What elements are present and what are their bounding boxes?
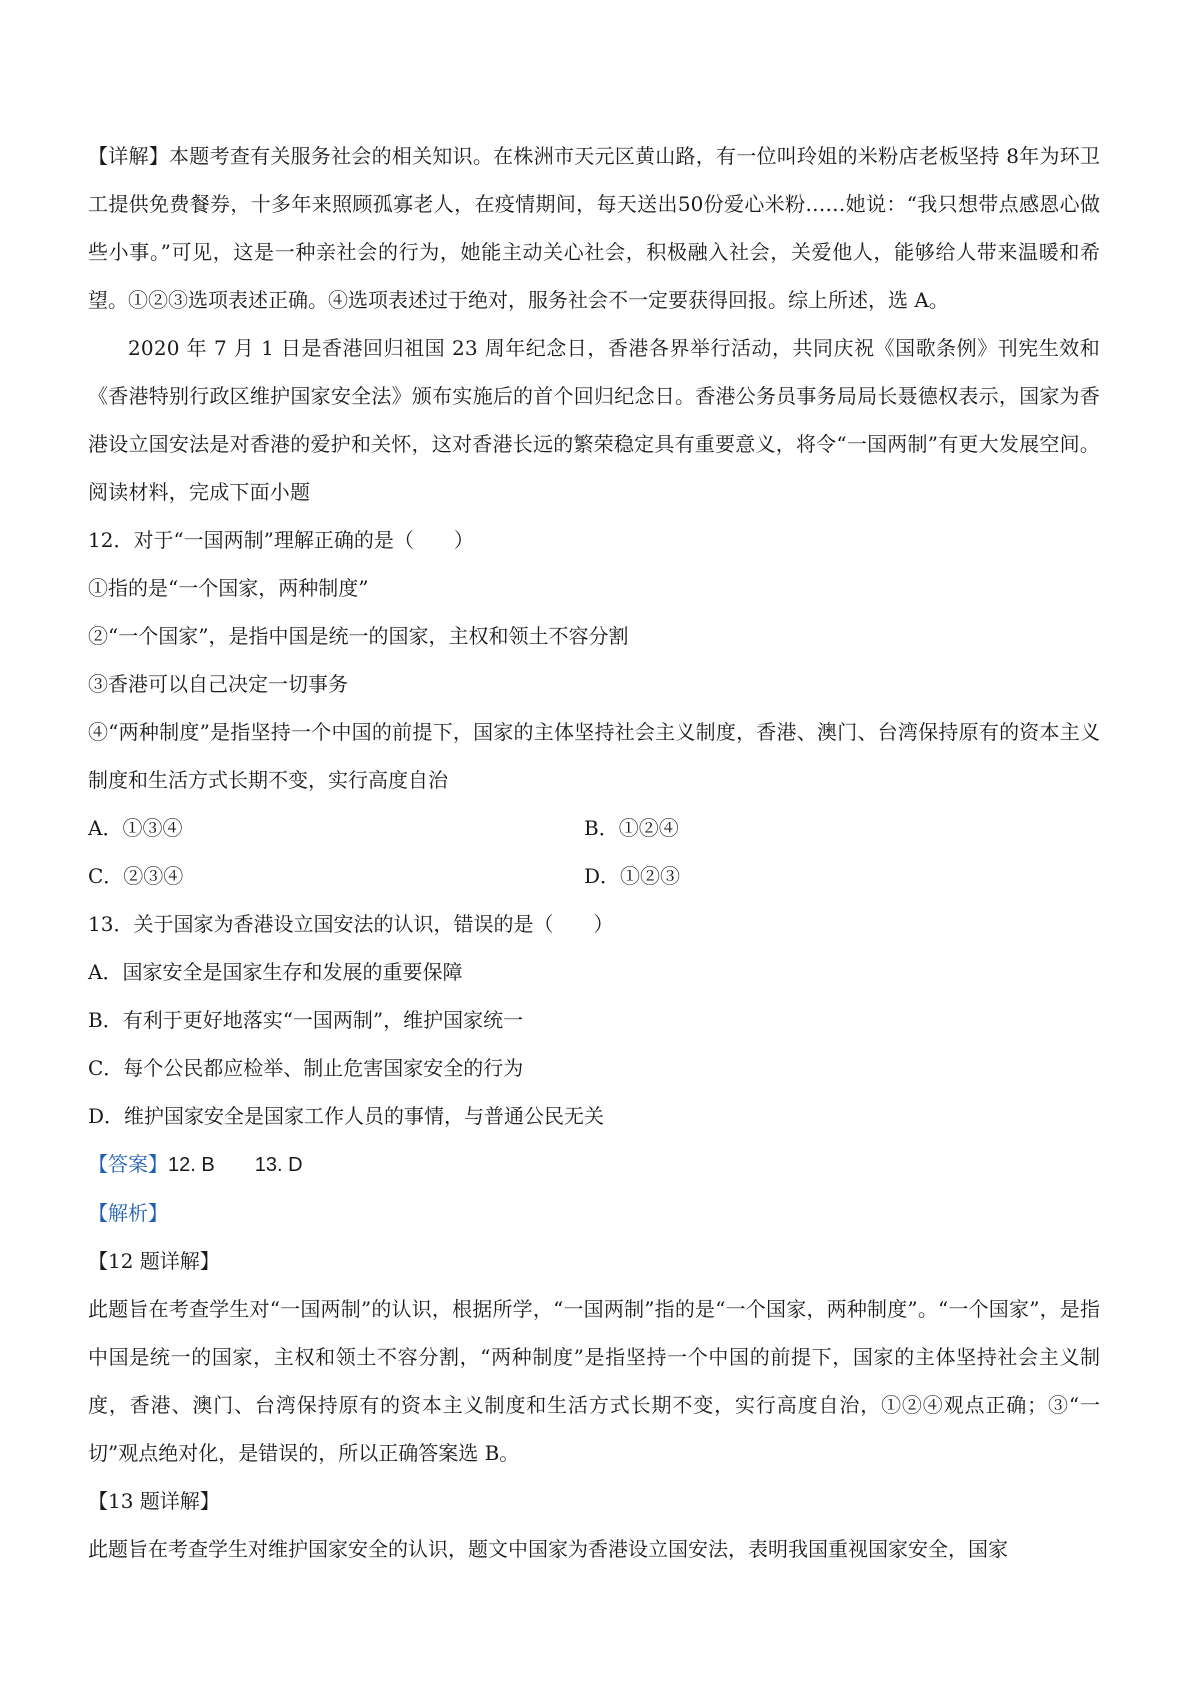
reading-material: 2020 年 7 月 1 日是香港回归祖国 23 周年纪念日，香港各界举行活动，共同庆祝《国歌条例》刊宪生效和《香港特别行政区维护国家安全法》颁布实施后的首个回归纪念日。香港公务员事务局局长聂德权表示，国家为香港设立国安法是对香港的爱护和关怀，这对香港长远的繁荣稳定具有重要意义，将令“一国两制”有更大发展空间。阅读材料，完成下面小题 [88, 336, 1100, 504]
q12-item-4: ④“两种制度”是指坚持一个中国的前提下，国家的主体坚持社会主义制度，香港、澳门、台湾保持原有的资本主义制度和生活方式长期不变，实行高度自治 [88, 720, 1100, 792]
q12-options-row-2 [88, 852, 1100, 900]
answer-label: 【答案】 [88, 1152, 168, 1176]
q13-stem: 13．关于国家为香港设立国安法的认识，错误的是（ ） [88, 912, 614, 936]
q12-option-b: B．①②④ [584, 816, 679, 840]
detail-text: 本题考查有关服务社会的相关知识。在株洲市天元区黄山路，有一位叫玲姐的米粉店老板坚持 8年为环卫工提供免费餐券，十多年来照顾孤寡老人，在疫情期间，每天送出50份爱心米粉……她说：“我只想带点感恩心做些小事。”可见，这是一种亲社会的行为，她能主动关心社会，积极融入社会，关爱他人，能够给人带来温暖和希望。①②③选项表述正确。④选项表述过于绝对，服务社会不一定要获得回报。综上所述，选 A。 [88, 144, 1101, 312]
q12-item-2: ②“一个国家”，是指中国是统一的国家，主权和领土不容分割 [88, 624, 629, 648]
answer-13: 13. D [254, 1154, 303, 1176]
q13-option-c: C．每个公民都应检举、制止危害国家安全的行为 [88, 1056, 524, 1080]
q13-option-a: A．国家安全是国家生存和发展的重要保障 [88, 960, 463, 984]
q12-item-1: ①指的是“一个国家，两种制度” [88, 576, 369, 600]
detail13-label: 【13 题详解】 [88, 1489, 220, 1513]
detail12-label: 【12 题详解】 [88, 1249, 220, 1273]
analysis-label: 【解析】 [88, 1201, 168, 1225]
answer-12: 12. B [168, 1154, 215, 1176]
q12-stem: 12．对于“一国两制”理解正确的是（ ） [88, 528, 474, 552]
q12-item-3: ③香港可以自己决定一切事务 [88, 672, 348, 696]
prev-question-detail [88, 132, 1100, 324]
q12-option-a: A．①③④ [88, 816, 183, 840]
document-page [88, 132, 1100, 1573]
detail13-text: 此题旨在考查学生对维护国家安全的认识，题文中国家为香港设立国安法，表明我国重视国家安全，国家 [88, 1537, 1008, 1561]
detail-label: 【详解】 [88, 144, 170, 168]
q13-option-d: D．维护国家安全是国家工作人员的事情，与普通公民无关 [88, 1104, 605, 1128]
detail12-text: 此题旨在考查学生对“一国两制”的认识，根据所学，“一国两制”指的是“一个国家，两种制度”。“一个国家”，是指中国是统一的国家，主权和领土不容分割，“两种制度”是指坚持一个中国的前提下，国家的主体坚持社会主义制度，香港、澳门、台湾保持原有的资本主义制度和生活方式长期不变，实行高度自治，①②④观点正确；③“一切”观点绝对化，是错误的，所以正确答案选 B。 [88, 1297, 1100, 1465]
q12-option-d: D．①②③ [584, 864, 681, 888]
q13-option-b: B．有利于更好地落实“一国两制”，维护国家统一 [88, 1008, 524, 1032]
q12-option-c: C．②③④ [88, 864, 184, 888]
q12-options-row-1 [88, 804, 1100, 852]
answer-line [88, 1140, 1100, 1189]
